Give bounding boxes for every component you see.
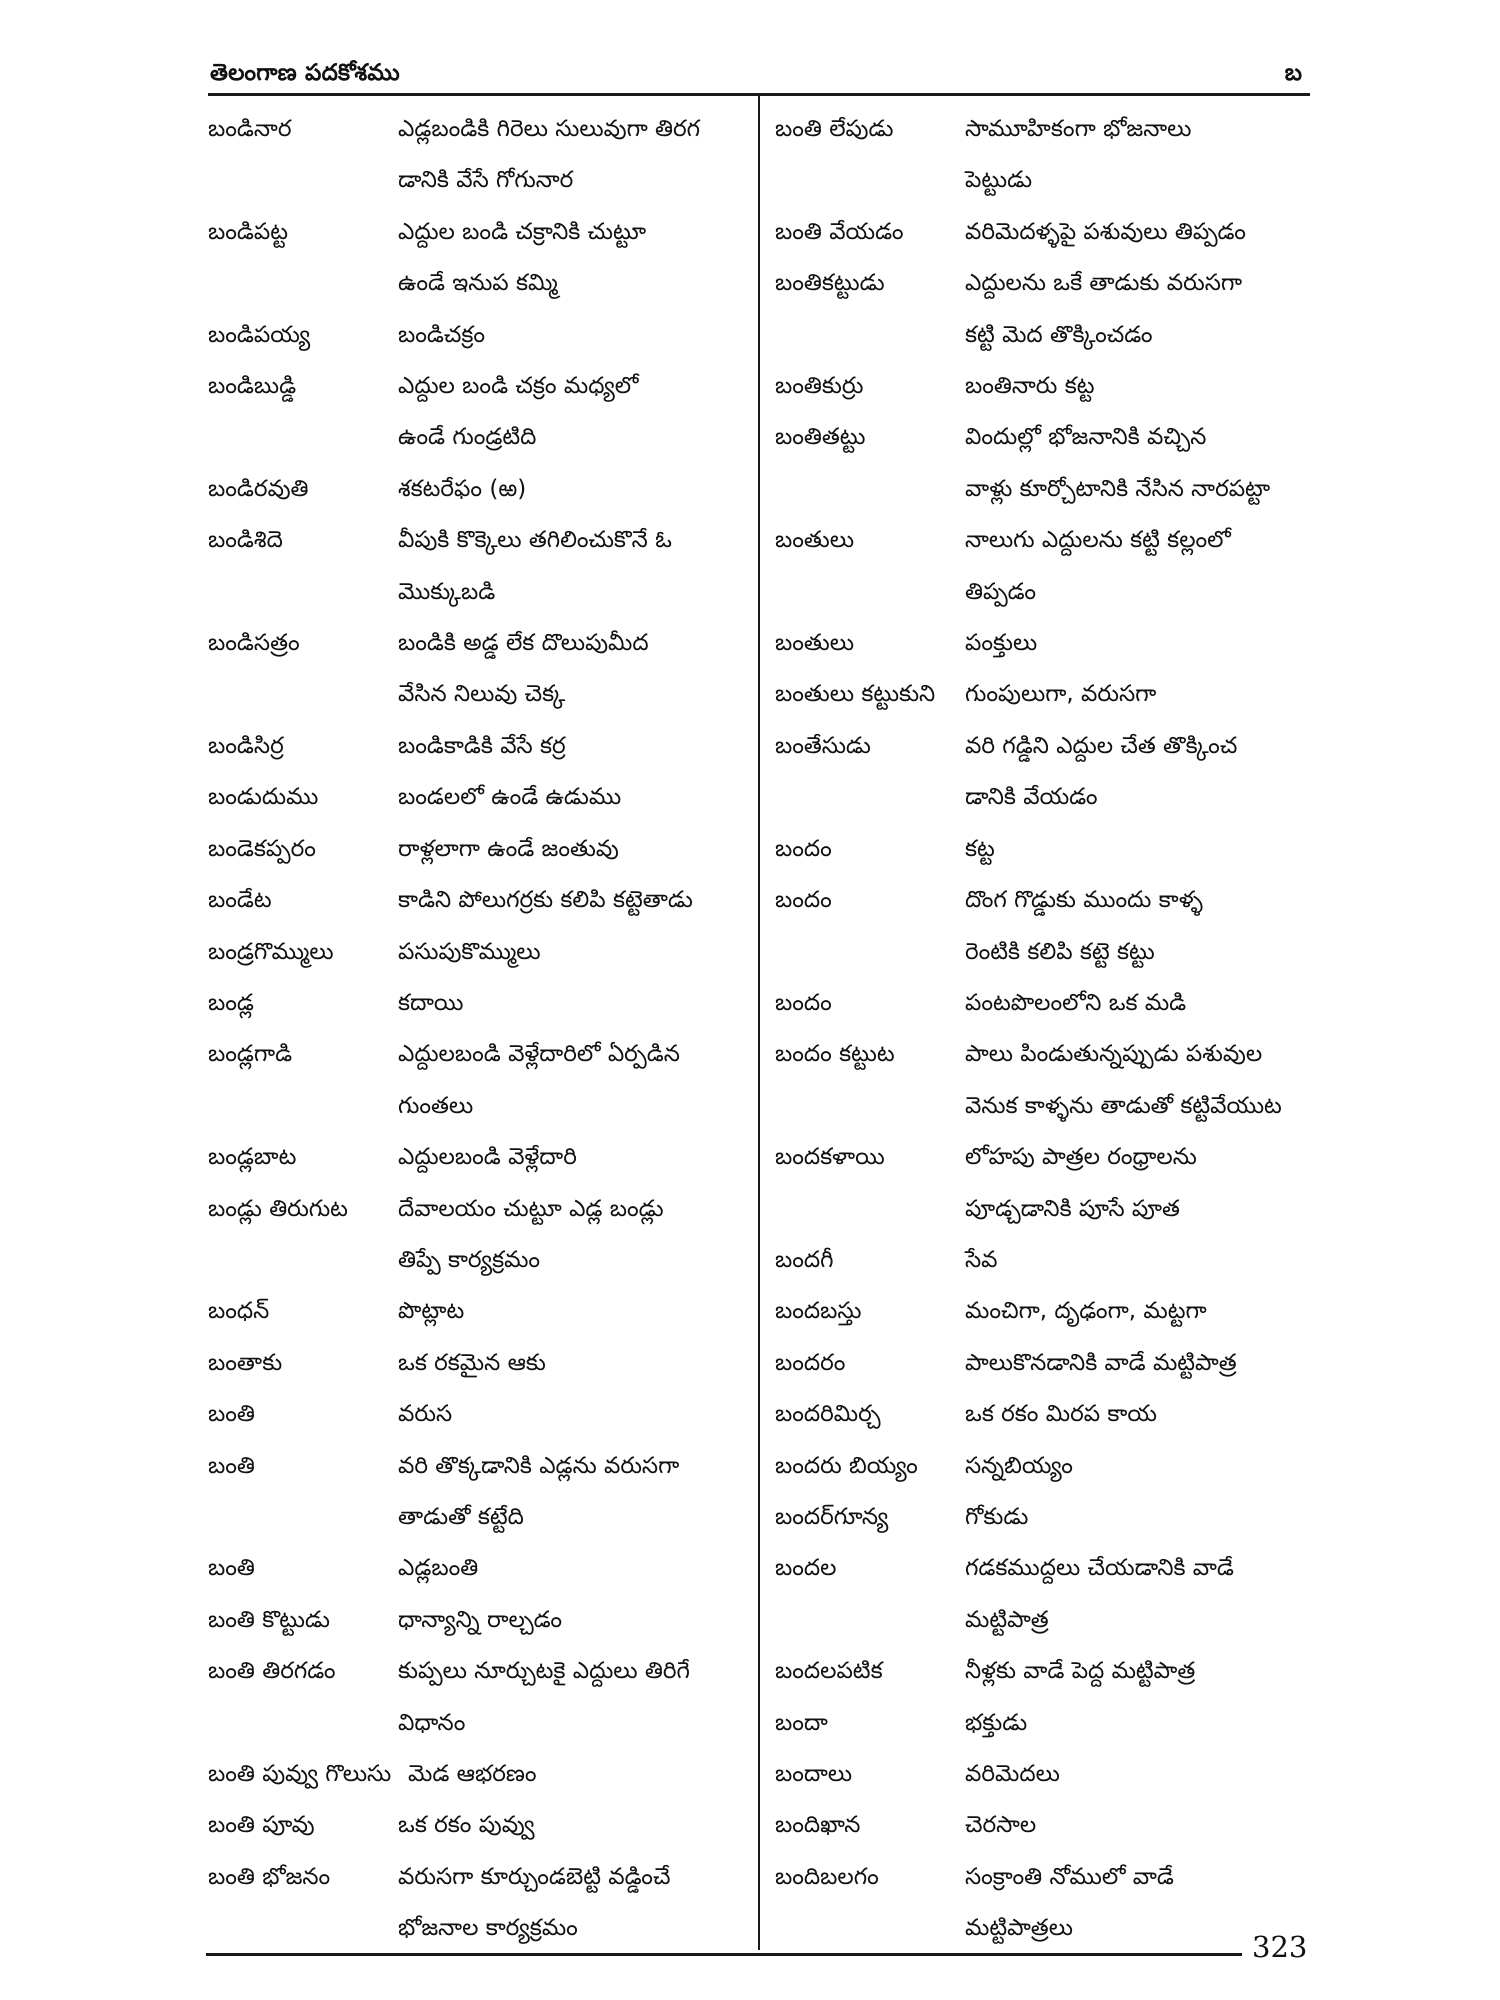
entry-headword: బండిసిర్ర [208, 732, 284, 759]
entry-headword: బందబస్తు [775, 1298, 862, 1325]
header-letter: బ [1284, 60, 1302, 86]
entry-headword: బండిబుడ్డి [208, 373, 297, 400]
dictionary-entry [775, 1029, 1315, 1132]
dictionary-entry [775, 361, 1315, 412]
entry-meaning [965, 1286, 1315, 1337]
meaning-line: నీళ్లకు వాడే పెద్ద మట్టిపాత్ర [965, 1658, 1196, 1685]
entry-meaning [398, 1286, 748, 1337]
entry-meaning [398, 1595, 748, 1646]
entry-headword: బండిరవుతి [208, 475, 309, 502]
entry-headword: బంతులు [775, 527, 855, 554]
header-title: తెలంగాణ పదకోశము [210, 60, 400, 86]
entry-meaning [398, 824, 748, 875]
entry-meaning [398, 1132, 748, 1183]
entry-headword: బండుదుము [208, 784, 319, 811]
entry-headword: బండేట [208, 887, 272, 914]
entry-meaning [398, 1441, 748, 1544]
meaning-line: బండికి అడ్డ లేక దొలుపుమీద [398, 630, 649, 657]
entry-meaning [398, 1852, 748, 1955]
entry-meaning [965, 875, 1315, 978]
dictionary-entry [208, 824, 748, 875]
running-header [208, 58, 1308, 98]
dictionary-entry [775, 1235, 1315, 1286]
entry-headword: బంతి [208, 1555, 255, 1582]
entry-meaning [965, 361, 1315, 412]
dictionary-entry [775, 669, 1315, 720]
entry-meaning [965, 1492, 1315, 1543]
dictionary-entry [208, 515, 748, 618]
meaning-line: శకటరేఫం (ఱ) [398, 475, 527, 502]
meaning-line: వీపుకి కొక్కెలు తగిలించుకొనే ఓ [398, 527, 672, 554]
dictionary-entry [775, 1800, 1315, 1851]
meaning-line: సామూహికంగా భోజనాలు [965, 116, 1192, 142]
entry-meaning [965, 1029, 1315, 1132]
dictionary-entry [775, 1441, 1315, 1492]
entry-meaning [965, 515, 1315, 618]
entry-headword: బంతేసుడు [775, 732, 871, 759]
entry-meaning [965, 669, 1315, 720]
meaning-line: పంక్తులు [965, 630, 1038, 657]
dictionary-entry [775, 1749, 1315, 1800]
entry-headword: బందం [775, 835, 832, 862]
dictionary-entry [775, 1852, 1315, 1955]
entry-headword: బంతి కొట్టుడు [208, 1606, 330, 1633]
entry-headword: బంతి వేయడం [775, 218, 904, 245]
dictionary-entry [208, 207, 748, 310]
meaning-line: సన్నబియ్యం [965, 1452, 1073, 1479]
dictionary-entry [775, 412, 1315, 515]
meaning-line: వరి గడ్డిని ఎద్దుల చేత తొక్కించ [965, 732, 1238, 759]
entry-meaning [965, 258, 1315, 361]
entry-headword: బందరిమిర్చ [775, 1401, 881, 1428]
meaning-line: వరుస [398, 1401, 453, 1428]
meaning-line: పాలుకొనడానికి వాడే మట్టిపాత్ర [965, 1349, 1237, 1376]
entry-headword: బంతి పూవు [208, 1812, 315, 1839]
meaning-line: దొంగ గొడ్డుకు ముందు కాళ్ళ [965, 887, 1203, 914]
meaning-line: మట్టిపాత్ర [965, 1606, 1049, 1633]
meaning-line: సంక్రాంతి నోములో వాడే [965, 1863, 1174, 1890]
entry-headword: బంతులు [775, 630, 855, 657]
entry-headword: బంతులు కట్టుకుని [775, 681, 936, 708]
entry-meaning [965, 618, 1315, 669]
entry-meaning [398, 1029, 748, 1132]
entry-headword: బంతి [208, 1452, 255, 1479]
meaning-line: ఒక రకం పువ్వు [398, 1812, 535, 1839]
entry-headword: బంతాకు [208, 1349, 283, 1376]
entry-meaning [398, 1389, 748, 1440]
entry-headword: బందరు బియ్యం [775, 1452, 918, 1479]
meaning-line: భోజనాల కార్యక్రమం [398, 1915, 578, 1942]
entry-headword: బంతి తిరగడం [208, 1658, 336, 1685]
meaning-line: ఎద్దులబండి వెళ్లేదారిలో ఏర్పడిన [398, 1041, 680, 1068]
meaning-line: ఉండే ఇనుప కమ్మి [398, 270, 558, 297]
dictionary-entry [208, 361, 748, 464]
dictionary-entry [208, 1441, 748, 1544]
meaning-line: డానికి వేసే గోగునార [398, 167, 574, 194]
entry-meaning [965, 1235, 1315, 1286]
meaning-line: మట్టిపాత్రలు [965, 1915, 1073, 1942]
meaning-line: ఎద్దుల బండి చక్రం మధ్యలో [398, 373, 639, 400]
meaning-line: కట్టి మెద తొక్కించడం [965, 321, 1153, 348]
dictionary-entry [208, 1286, 748, 1337]
entry-headword: బందరం [775, 1349, 846, 1376]
entry-headword: బందల [775, 1555, 837, 1582]
meaning-line: పెట్టుడు [965, 167, 1033, 194]
entry-meaning [398, 927, 748, 978]
meaning-line: బండలలో ఉండే ఉడుము [398, 784, 622, 811]
entry-meaning [408, 1749, 748, 1800]
entry-meaning [398, 310, 748, 361]
entry-meaning [965, 104, 1315, 207]
dictionary-entry [775, 824, 1315, 875]
meaning-line: వరిమెదళ్ళపై పశువులు తిప్పడం [965, 218, 1246, 245]
meaning-line: గుంతలు [398, 1092, 474, 1119]
meaning-line: కుప్పలు నూర్చుటకై ఎద్దులు తిరిగే [398, 1658, 690, 1685]
dictionary-entry [775, 1646, 1315, 1697]
dictionary-entry [775, 515, 1315, 618]
dictionary-entry [208, 1338, 748, 1389]
meaning-line: మెడ ఆభరణం [408, 1761, 537, 1787]
dictionary-entry [208, 1852, 748, 1955]
meaning-line: పొట్లాట [398, 1298, 465, 1325]
entry-meaning [965, 207, 1315, 258]
meaning-line: విధానం [398, 1709, 466, 1736]
dictionary-entry [208, 310, 748, 361]
entry-meaning [398, 618, 748, 721]
dictionary-entry [775, 1698, 1315, 1749]
dictionary-entry [208, 1543, 748, 1594]
dictionary-entry [775, 978, 1315, 1029]
dictionary-entry [775, 1543, 1315, 1646]
entry-meaning [965, 412, 1315, 515]
meaning-line: పంటపొలంలోని ఒక మడి [965, 989, 1187, 1016]
entry-meaning [398, 875, 748, 926]
dictionary-entry [208, 721, 748, 772]
meaning-line: ఒక రకం మిరప కాయ [965, 1401, 1157, 1428]
entry-meaning [398, 772, 748, 823]
entry-meaning [965, 978, 1315, 1029]
entry-headword: బండిశిదె [208, 527, 283, 554]
meaning-line: వెనుక కాళ్ళను తాడుతో కట్టివేయుట [965, 1092, 1282, 1119]
dictionary-entry [775, 207, 1315, 258]
entry-headword: బండిపట్ట [208, 218, 289, 245]
entry-meaning [398, 104, 748, 207]
meaning-line: ఎద్దులబండి వెళ్లేదారి [398, 1144, 577, 1171]
entry-headword: బండ్ల [208, 989, 254, 1016]
meaning-line: వరి తొక్కడానికి ఎడ్లను వరుసగా [398, 1452, 680, 1479]
dictionary-entry [208, 772, 748, 823]
meaning-line: దేవాలయం చుట్టూ ఎడ్ల బండ్లు [398, 1195, 664, 1222]
dictionary-entry [775, 1338, 1315, 1389]
dictionary-entry [208, 875, 748, 926]
entry-meaning [398, 1543, 748, 1594]
dictionary-entry [208, 618, 748, 721]
meaning-line: లోహపు పాత్రల రంధ్రాలను [965, 1144, 1197, 1171]
meaning-line: పసుపుకొమ్ములు [398, 938, 541, 965]
meaning-line: గుంపులుగా, వరుసగా [965, 681, 1157, 708]
dictionary-entry [208, 1029, 748, 1132]
meaning-line: సేవ [965, 1246, 998, 1273]
entry-headword: బంతికుర్రు [775, 373, 864, 400]
meaning-line: కట్ట [965, 835, 995, 862]
entry-meaning [398, 361, 748, 464]
meaning-line: ఎద్దులను ఒకే తాడుకు వరుసగా [965, 270, 1243, 297]
footer-rule [206, 1953, 1242, 1956]
entry-headword: బందకళాయి [775, 1144, 885, 1171]
entry-meaning [965, 721, 1315, 824]
entry-headword: బండెకప్పరం [208, 835, 316, 862]
dictionary-entry [775, 104, 1315, 207]
dictionary-entry [775, 1132, 1315, 1235]
entry-meaning [398, 207, 748, 310]
meaning-line: పూడ్చడానికి పూసే పూత [965, 1195, 1180, 1222]
entry-headword: బండిసత్రం [208, 630, 300, 657]
dictionary-entry [208, 1132, 748, 1183]
entry-meaning [965, 1698, 1315, 1749]
entry-headword: బండినార [208, 116, 292, 142]
meaning-line: వరుసగా కూర్చుండబెట్టి వడ్డించే [398, 1863, 671, 1890]
meaning-line: విందుల్లో భోజనానికి వచ్చిన [965, 424, 1207, 451]
meaning-line: పాలు పిండుతున్నప్పుడు పశువుల [965, 1041, 1263, 1068]
meaning-line: ఒక రకమైన ఆకు [398, 1349, 546, 1376]
dictionary-entry [208, 104, 748, 207]
dictionary-entry [208, 1800, 748, 1851]
entry-headword: బందం [775, 887, 832, 914]
page-number: 323 [1252, 1930, 1308, 1964]
entry-headword: బంతి భోజనం [208, 1863, 331, 1890]
entry-meaning [965, 1749, 1315, 1800]
entry-headword: బండ్లబాట [208, 1144, 297, 1171]
entry-meaning [965, 1543, 1315, 1646]
meaning-line: ధాన్యాన్ని రాల్చడం [398, 1606, 563, 1633]
entry-meaning [398, 1800, 748, 1851]
entry-headword: బందర్‌గూన్య [775, 1503, 889, 1530]
dictionary-entry [208, 1646, 748, 1749]
meaning-line: తాడుతో కట్టేది [398, 1503, 524, 1530]
meaning-line: బండిచక్రం [398, 321, 486, 348]
dictionary-entry [208, 1184, 748, 1287]
meaning-line: మంచిగా, దృఢంగా, మట్టగా [965, 1298, 1207, 1325]
entry-headword: బందిబలగం [775, 1863, 879, 1890]
dictionary-entry [775, 1389, 1315, 1440]
entry-headword: బందాలు [775, 1761, 853, 1787]
meaning-line: కదాయి [398, 989, 464, 1016]
meaning-line: ఉండే గుండ్రటిది [398, 424, 537, 451]
entry-headword: బండ్లు తిరుగుట [208, 1195, 348, 1222]
dictionary-entry [775, 875, 1315, 978]
entry-headword: బంతి పువ్వు గొలుసు [208, 1761, 392, 1787]
dictionary-entry [208, 1749, 748, 1800]
dictionary-entry [775, 1492, 1315, 1543]
dictionary-entry [208, 1389, 748, 1440]
dictionary-entry [208, 927, 748, 978]
entry-meaning [398, 1338, 748, 1389]
meaning-line: ఎడ్లబండికి గిరెలు సులువుగా తిరగ [398, 116, 701, 142]
entry-meaning [965, 1389, 1315, 1440]
right-column [775, 104, 1315, 1955]
entry-meaning [965, 1132, 1315, 1235]
dictionary-entry [208, 464, 748, 515]
entry-meaning [398, 1184, 748, 1287]
meaning-line: బంతినారు కట్ట [965, 373, 1095, 400]
dictionary-entry [775, 258, 1315, 361]
meaning-line: ఎడ్లబంతి [398, 1555, 479, 1582]
entry-headword: బందం [775, 989, 832, 1016]
meaning-line: చెరసాల [965, 1812, 1037, 1839]
meaning-line: తిప్పే కార్యక్రమం [398, 1246, 541, 1273]
entry-meaning [965, 824, 1315, 875]
entry-headword: బంతి లేపుడు [775, 116, 894, 142]
meaning-line: రాళ్లలాగా ఉండే జంతువు [398, 835, 619, 862]
meaning-line: వేసిన నిలువు చెక్క [398, 681, 566, 708]
entry-headword: బండిపయ్య [208, 321, 311, 348]
entry-meaning [965, 1338, 1315, 1389]
entry-meaning [398, 515, 748, 618]
entry-meaning [398, 1646, 748, 1749]
entry-headword: బందా [775, 1709, 828, 1736]
entry-headword: బండ్రగొమ్ములు [208, 938, 334, 965]
dictionary-entry [775, 1286, 1315, 1337]
meaning-line: వరిమెదలు [965, 1761, 1060, 1787]
meaning-line: తిప్పడం [965, 578, 1037, 605]
dictionary-entry [208, 1595, 748, 1646]
entry-headword: బందగీ [775, 1246, 834, 1273]
meaning-line: మొక్కుబడి [398, 578, 496, 605]
entry-headword: బంతితట్టు [775, 424, 866, 451]
entry-headword: బంతికట్టుడు [775, 270, 885, 297]
entry-headword: బందలపటిక [775, 1658, 883, 1685]
entry-headword: బంతి [208, 1401, 255, 1428]
meaning-line: గోకుడు [965, 1503, 1029, 1530]
entry-meaning [965, 1646, 1315, 1697]
meaning-line: వాళ్లు కూర్చోటానికి నేసిన నారపట్టా [965, 475, 1271, 502]
entry-headword: బండ్లగాడి [208, 1041, 293, 1068]
entry-meaning [398, 464, 748, 515]
dictionary-entry [775, 618, 1315, 669]
meaning-line: డానికి వేయడం [965, 784, 1098, 811]
meaning-line: గడకముద్దలు చేయడానికి వాడే [965, 1555, 1234, 1582]
entry-headword: బందం కట్టుట [775, 1041, 895, 1068]
meaning-line: ఎద్దుల బండి చక్రానికి చుట్టూ [398, 218, 647, 245]
column-divider [758, 96, 760, 1950]
meaning-line: కాడిని పోలుగర్రకు కలిపి కట్టెతాడు [398, 887, 693, 914]
meaning-line: రెంటికి కలిపి కట్టె కట్టు [965, 938, 1155, 965]
meaning-line: నాలుగు ఎద్దులను కట్టి కల్లంలో [965, 527, 1231, 554]
entry-meaning [965, 1800, 1315, 1851]
dictionary-entry [208, 978, 748, 1029]
entry-meaning [965, 1441, 1315, 1492]
meaning-line: బండికాడికి వేసే కర్ర [398, 732, 566, 759]
entry-headword: బందిఖాన [775, 1812, 861, 1839]
left-column [208, 104, 748, 1955]
entry-meaning [398, 721, 748, 772]
meaning-line: భక్తుడు [965, 1709, 1028, 1736]
entry-headword: బంధన్ [208, 1298, 270, 1325]
entry-meaning [398, 978, 748, 1029]
dictionary-entry [775, 721, 1315, 824]
